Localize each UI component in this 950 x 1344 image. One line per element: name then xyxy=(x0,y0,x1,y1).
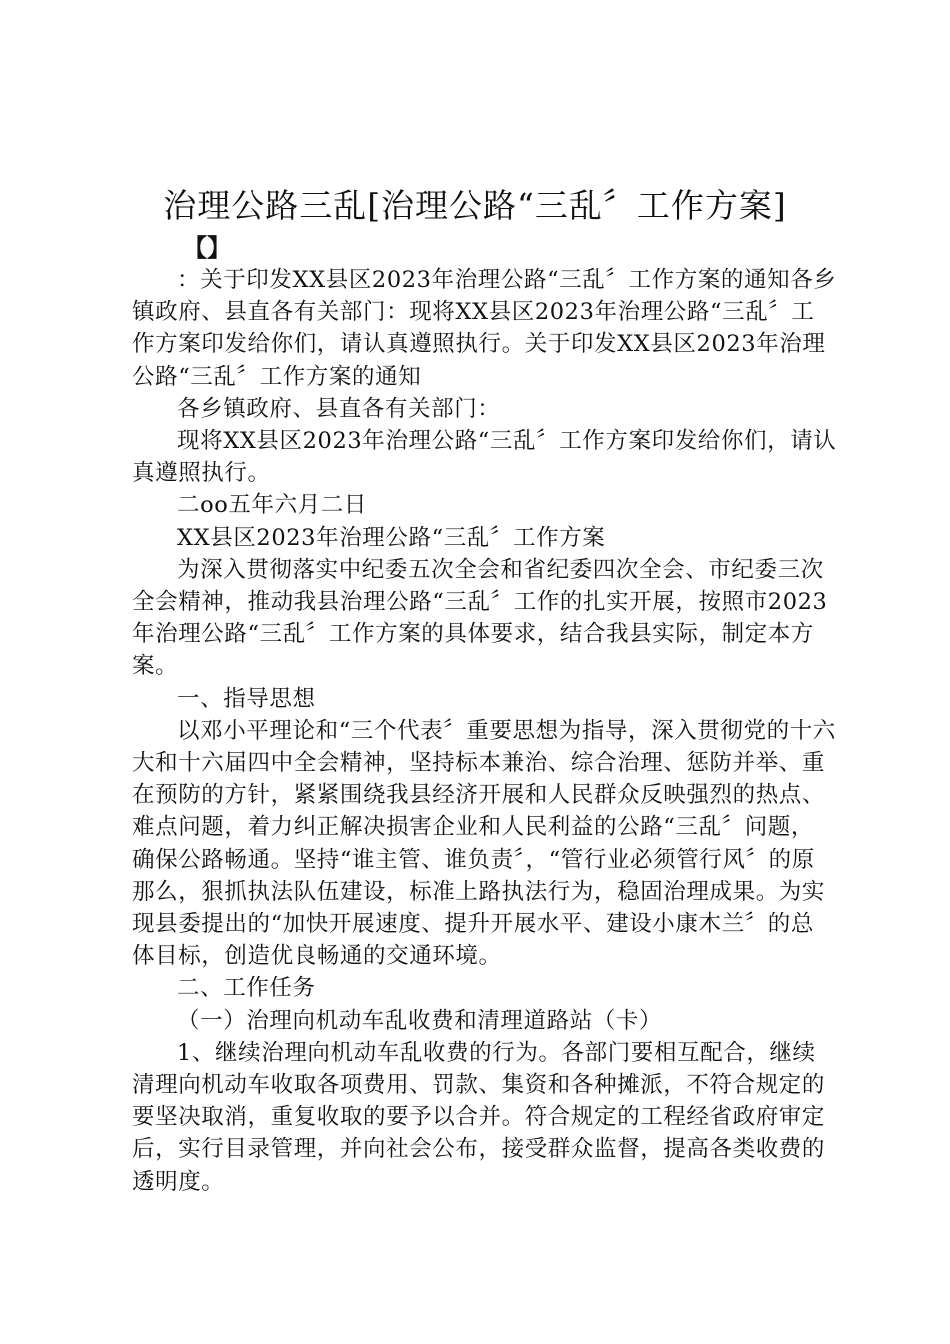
section-heading-guiding-ideology: 一、指导思想 xyxy=(177,685,316,712)
bracket-placeholder: 【】 xyxy=(183,233,231,262)
subsection-heading-fees: （一）治理向机动车乱收费和清理道路站（卡） xyxy=(177,1007,663,1034)
paragraph-task-1: 1、继续治理向机动车乱收费的行为。各部门要相互配合，继续清理向机动车收取各项费用、罚款、集资和各种摊派，不符合规定的要坚决取消，重复收取的要予以合并。符合规定的工程经省政府审定后，实行目录管理，并向社会公布，接受群众监督，提高各类收费的透明度。 xyxy=(132,1039,826,1195)
paragraph-recipients: 各乡镇政府、县直各有关部门： xyxy=(177,395,501,422)
section-heading-work-tasks: 二、工作任务 xyxy=(177,975,316,1002)
document-body xyxy=(132,264,837,1198)
paragraph-plan-purpose: 为深入贯彻落实中纪委五次全会和省纪委四次全会、市纪委三次全会精神，推动我县治理公路“三乱〞工作的扎实开展，按照市2023年治理公路“三乱〞工作方案的具体要求，结合我县实际，制定本方案。 xyxy=(132,556,828,680)
paragraph-notice-body: 现将XX县区2023年治理公路“三乱〞工作方案印发给你们，请认真遵照执行。 xyxy=(132,428,837,487)
paragraph-notice-intro: ：关于印发XX县区2023年治理公路“三乱〞工作方案的通知各乡镇政府、县直各有关部门：现将XX县区2023年治理公路“三乱〞工作方案印发给你们，请认真遵照执行。关于印发XX县区2023年治理公路“三乱〞工作方案的通知 xyxy=(132,267,837,390)
document-title: 治理公路三乱[治理公路“三乱〞工作方案] xyxy=(163,186,787,225)
paragraph-plan-title: XX县区2023年治理公路“三乱〞工作方案 xyxy=(177,524,606,551)
paragraph-date: 二oo五年六月二日 xyxy=(177,492,367,519)
paragraph-guiding-ideology: 以邓小平理论和“三个代表〞重要思想为指导，深入贯彻党的十六大和十六届四中全会精神，坚持标本兼治、综合治理、惩防并举、重在预防的方针，紧紧围绕我县经济开展和人民群众反映强烈的热点、难点问题，着力纠正解决损害企业和人民利益的公路“三乱〞问题，确保公路畅通。坚持“谁主管、谁负责〞，“管行业必须管行风〞的原那么，狠抓执法队伍建设，标准上路执法行为，稳固治理成果。为实现县委提出的“加快开展速度、提升开展水平、建设小康木兰〞的总体目标，创造优良畅通的交通环境。 xyxy=(132,717,836,970)
